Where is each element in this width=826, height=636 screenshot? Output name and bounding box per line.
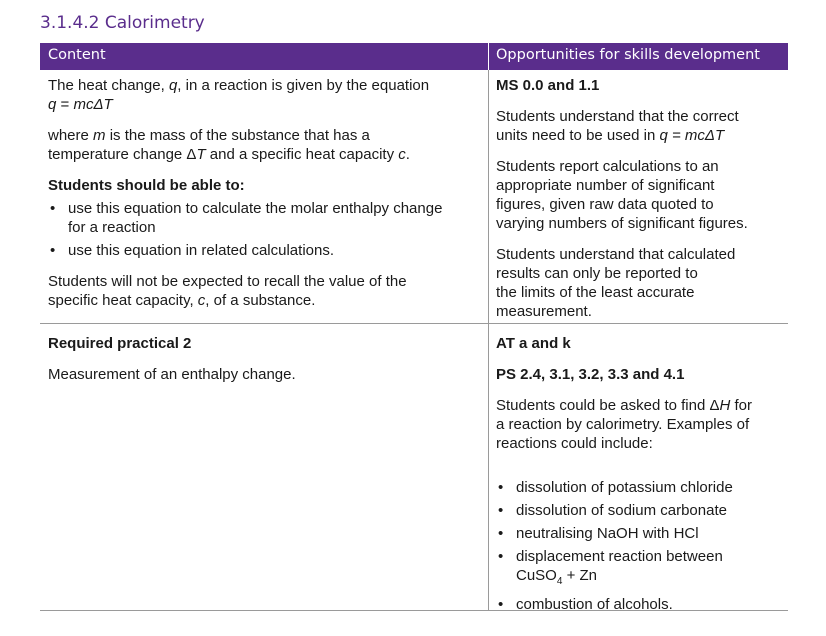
text: , of a substance. xyxy=(205,292,316,309)
text: Students understand that the correct xyxy=(496,108,739,125)
text: Students will not be expected to recall the value of the xyxy=(48,273,407,290)
skills-cell xyxy=(489,324,788,613)
text: measurement. xyxy=(496,303,592,320)
list-item: • combustion of alcohols. xyxy=(496,595,780,614)
subscript: 4 xyxy=(556,576,563,587)
text: appropriate number of significant xyxy=(496,177,715,194)
practical-text: Measurement of an enthalpy change. xyxy=(48,366,296,383)
text: specific heat capacity, xyxy=(48,292,198,309)
able-heading: Students should be able to: xyxy=(48,177,245,194)
text: . xyxy=(405,146,410,163)
skills-paragraph xyxy=(496,245,780,321)
list-item: • dissolution of potassium chloride xyxy=(496,478,780,497)
symbol-t: T xyxy=(196,146,206,163)
skills-paragraph xyxy=(496,107,780,145)
variables-definition xyxy=(48,126,478,164)
text: and a specific heat capacity xyxy=(205,146,399,163)
symbol-c: c xyxy=(197,292,206,309)
text: a reaction by calorimetry. Examples of xyxy=(496,416,750,433)
ps-heading: PS 2.4, 3.1, 3.2, 3.3 and 4.1 xyxy=(496,366,685,383)
text: + Zn xyxy=(562,567,598,584)
text: the limits of the least accurate xyxy=(496,284,695,301)
text: The heat change, xyxy=(48,77,169,94)
text: use this equation to calculate the molar enthalpy change xyxy=(68,200,443,217)
symbol-h: H xyxy=(719,397,731,414)
symbol-m: m xyxy=(93,127,106,144)
text: units need to be used in xyxy=(496,127,660,144)
text: is the mass of the substance that has a xyxy=(105,127,370,144)
practical-heading: Required practical 2 xyxy=(48,335,192,352)
text: for xyxy=(730,397,753,414)
text: Students understand that calculated xyxy=(496,246,736,263)
skills-paragraph xyxy=(496,396,780,453)
text: Students could be asked to find Δ xyxy=(496,397,720,414)
text: = xyxy=(56,96,74,113)
list-item xyxy=(48,199,478,237)
formula: CuSO xyxy=(516,567,557,584)
text: displacement reaction between xyxy=(516,548,723,565)
text: varying numbers of significant figures. xyxy=(496,215,748,232)
skills-paragraph xyxy=(496,157,780,233)
symbol-q: q xyxy=(48,96,57,113)
text: reactions could include: xyxy=(496,435,653,452)
list-item xyxy=(496,547,780,591)
list-item: • use this equation in related calculations. xyxy=(48,241,478,260)
at-heading: AT a and k xyxy=(496,335,571,352)
spec-table xyxy=(40,43,788,611)
equation: mcΔT xyxy=(73,96,113,113)
text: Students report calculations to an xyxy=(496,158,719,175)
symbol-c: c xyxy=(398,146,406,163)
text: where xyxy=(48,127,94,144)
table-header xyxy=(40,43,788,70)
table-row xyxy=(40,324,788,611)
list-item: • dissolution of sodium carbonate xyxy=(496,501,780,520)
content-cell xyxy=(40,70,489,323)
symbol-q: q xyxy=(168,77,178,94)
text: , in a reaction is given by the equation xyxy=(177,77,430,94)
text: figures, given raw data quoted to xyxy=(496,196,714,213)
text: results can only be reported to xyxy=(496,265,698,282)
equation-intro xyxy=(48,76,478,114)
header-opportunities: Opportunities for skills development xyxy=(496,47,760,63)
table-row xyxy=(40,70,788,324)
section-title: 3.1.4.2 Calorimetry xyxy=(40,13,205,33)
equation: q = mcΔT xyxy=(659,127,725,144)
header-content: Content xyxy=(40,43,489,70)
ms-heading: MS 0.0 and 1.1 xyxy=(496,77,600,94)
text: temperature change Δ xyxy=(48,146,197,163)
skills-cell xyxy=(489,70,788,323)
list-item: • neutralising NaOH with HCl xyxy=(496,524,780,543)
text: for a reaction xyxy=(68,219,156,236)
content-cell xyxy=(40,324,489,610)
note xyxy=(48,272,478,310)
